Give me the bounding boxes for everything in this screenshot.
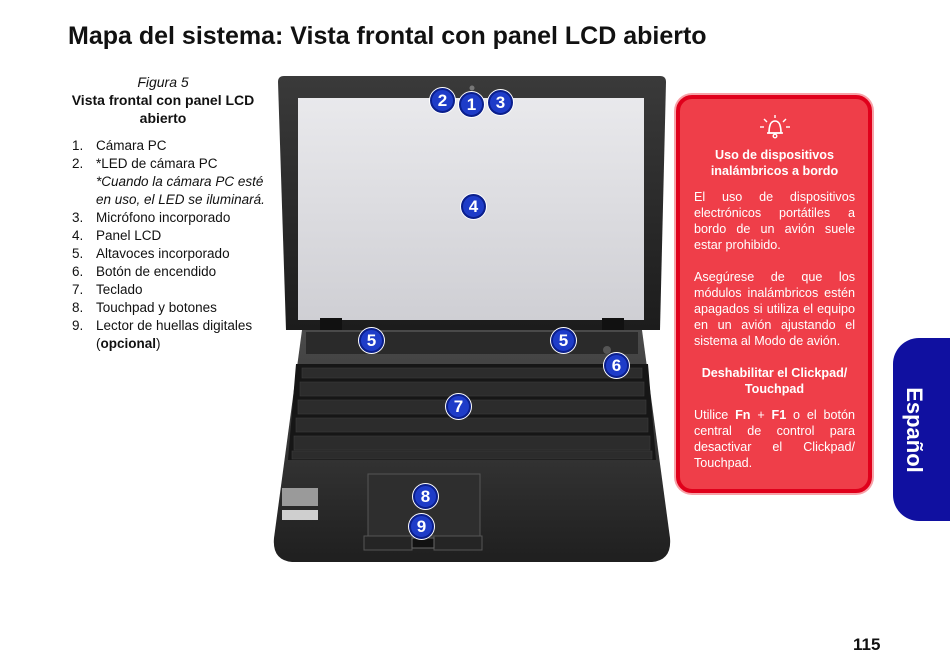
warning-box — [676, 95, 872, 493]
callout-1: 1 — [459, 92, 484, 117]
figure-caption — [68, 73, 258, 127]
callout-7: 7 — [446, 394, 471, 419]
key-fn: Fn — [735, 408, 751, 422]
sticker — [282, 488, 318, 506]
legend-item — [72, 209, 272, 227]
legend-item — [72, 317, 272, 353]
legend-item — [72, 137, 272, 155]
legend-text: Teclado — [96, 282, 143, 297]
legend-number: 7. — [72, 282, 84, 297]
language-tab-label: Español — [902, 387, 927, 473]
legend-text: Micrófono incorporado — [96, 210, 231, 225]
component-legend — [72, 137, 272, 353]
callout-9: 9 — [409, 514, 434, 539]
legend-number: 3. — [72, 210, 84, 225]
legend-text-group — [96, 317, 272, 353]
legend-text: Panel LCD — [96, 228, 162, 243]
warning-heading-clickpad: Deshabilitar el Clickpad/ Touchpad — [701, 366, 848, 396]
legend-item — [72, 299, 272, 317]
figure-title: Vista frontal con panel LCD abierto — [71, 92, 255, 126]
page-title: Mapa del sistema: Vista frontal con panel LCD abierto — [68, 22, 707, 50]
callout-2: 2 — [430, 88, 455, 113]
callout-4: 4 — [461, 194, 486, 219]
legend-number: 1. — [72, 138, 84, 153]
warning-text: + — [750, 408, 772, 422]
language-tab — [893, 338, 950, 521]
warning-paragraph — [694, 407, 855, 471]
fingerprint-reader — [412, 538, 434, 548]
webcam-lens — [470, 86, 475, 91]
legend-text: Lector de huellas digitales ( — [96, 318, 253, 351]
legend-text: Altavoces incorporado — [96, 246, 230, 261]
legend-text: *LED de cámara PC — [96, 156, 218, 171]
legend-number: 5. — [72, 246, 84, 261]
power-button-shape — [603, 346, 611, 354]
legend-item — [72, 245, 272, 263]
legend-text: Botón de encendido — [96, 264, 217, 279]
callout-3: 3 — [488, 90, 513, 115]
legend-item — [72, 263, 272, 281]
legend-text-bold: opcional — [100, 336, 157, 351]
callout-5-right: 5 — [551, 328, 576, 353]
bell-alert-icon — [757, 113, 793, 141]
callout-6: 6 — [604, 353, 629, 378]
legend-number: 9. — [72, 318, 84, 333]
warning-heading-wireless: Uso de dispositivos inalámbricos a bordo — [710, 148, 839, 178]
legend-number: 4. — [72, 228, 84, 243]
legend-text-group — [96, 155, 272, 209]
legend-text: Cámara PC — [96, 138, 167, 153]
warning-paragraph: Asegúrese de que los módulos inalámbricos estén apagados si utiliza el equipo en un avión ajustando el sistema al Modo de avión. — [694, 270, 855, 348]
page-number: 115 — [853, 635, 881, 654]
figure-number: Figura 5 — [137, 74, 189, 90]
laptop-illustration — [262, 68, 682, 568]
callout-5-left: 5 — [359, 328, 384, 353]
key-f1: F1 — [771, 408, 787, 422]
speaker-bar — [306, 332, 638, 354]
warning-text: o el botón central de control para desactivar el Clickpad/ Touchpad. — [694, 408, 855, 470]
legend-note: *Cuando la cámara PC esté en uso, el LED se iluminará. — [96, 174, 265, 207]
warning-paragraph: El uso de dispositivos electrónicos portátiles a bordo de un avión suele estar prohibido. — [694, 190, 855, 252]
legend-number: 6. — [72, 264, 84, 279]
touchpad-right-button — [434, 536, 482, 550]
legend-item — [72, 155, 272, 209]
legend-item — [72, 227, 272, 245]
legend-text: ) — [156, 336, 161, 351]
legend-item — [72, 281, 272, 299]
sticker — [282, 510, 318, 520]
legend-text: Touchpad y botones — [96, 300, 217, 315]
callout-8: 8 — [413, 484, 438, 509]
legend-number: 2. — [72, 156, 84, 171]
touchpad-left-button — [364, 536, 412, 550]
warning-text: Utilice — [694, 408, 736, 422]
legend-number: 8. — [72, 300, 84, 315]
